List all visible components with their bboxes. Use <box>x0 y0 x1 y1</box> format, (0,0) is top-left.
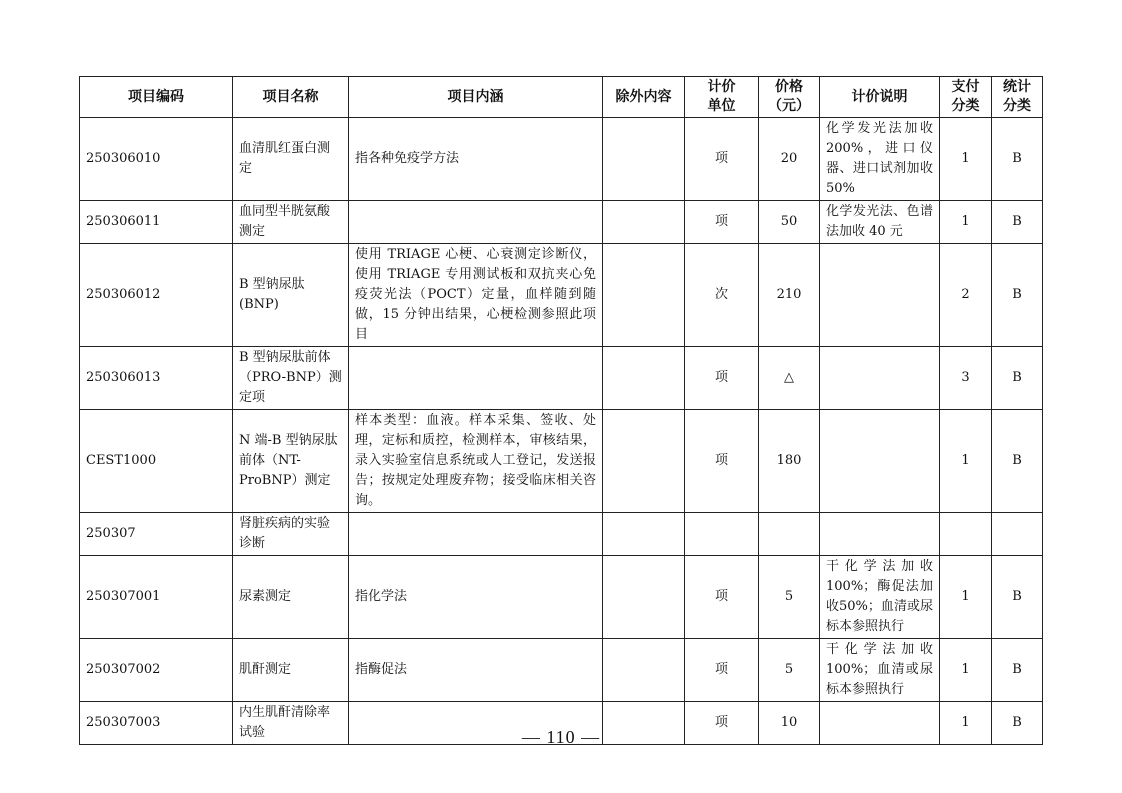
cell-code: 250306010 <box>80 118 233 201</box>
cell-exclusion <box>603 556 685 639</box>
header-code: 项目编码 <box>80 77 233 118</box>
cell-note <box>820 347 940 410</box>
cell-stat: B <box>992 118 1043 201</box>
header-price: 价格 （元） <box>759 77 820 118</box>
cell-pay: 1 <box>940 410 992 513</box>
cell-pay: 1 <box>940 201 992 244</box>
table-row <box>80 513 1043 556</box>
cell-note: 化学发光法、色谱法加收 40 元 <box>820 201 940 244</box>
page-number: — 110 — <box>521 727 601 747</box>
cell-price: 180 <box>759 410 820 513</box>
cell-exclusion <box>603 118 685 201</box>
table-row <box>80 244 1043 347</box>
cell-pay <box>940 513 992 556</box>
cell-unit: 次 <box>685 244 759 347</box>
cell-stat: B <box>992 244 1043 347</box>
cell-name: 肾脏疾病的实验诊断 <box>233 513 349 556</box>
cell-price: 210 <box>759 244 820 347</box>
cell-code: 250307003 <box>80 702 233 745</box>
cell-price <box>759 513 820 556</box>
cell-stat: B <box>992 556 1043 639</box>
cell-code: 250306011 <box>80 201 233 244</box>
cell-content: 指各种免疫学方法 <box>349 118 603 201</box>
cell-pay: 1 <box>940 118 992 201</box>
table-row <box>80 347 1043 410</box>
table-row <box>80 118 1043 201</box>
cell-name: 血清肌红蛋白测定 <box>233 118 349 201</box>
cell-note: 化学发光法加收200%，进口仪器、进口试剂加收50% <box>820 118 940 201</box>
cell-content: 样本类型：血液。样本采集、签收、处理，定标和质控，检测样本，审核结果，录入实验室信息系统或人工登记，发送报告；按规定处理废弃物；接受临床相关咨询。 <box>349 410 603 513</box>
header-name: 项目名称 <box>233 77 349 118</box>
cell-pay: 3 <box>940 347 992 410</box>
cell-price: 20 <box>759 118 820 201</box>
table-row <box>80 201 1043 244</box>
cell-name: B 型钠尿肽(BNP) <box>233 244 349 347</box>
cell-pay: 1 <box>940 556 992 639</box>
cell-code: CEST1000 <box>80 410 233 513</box>
cell-name: 尿素测定 <box>233 556 349 639</box>
cell-code: 250307 <box>80 513 233 556</box>
cell-exclusion <box>603 513 685 556</box>
cell-note <box>820 410 940 513</box>
cell-stat: B <box>992 347 1043 410</box>
cell-content <box>349 201 603 244</box>
cell-exclusion <box>603 201 685 244</box>
header-unit: 计价 单位 <box>685 77 759 118</box>
cell-stat: B <box>992 639 1043 702</box>
cell-stat <box>992 513 1043 556</box>
cell-unit: 项 <box>685 118 759 201</box>
cell-exclusion <box>603 410 685 513</box>
cell-name: 内生肌酐清除率试验 <box>233 702 349 745</box>
cell-price: △ <box>759 347 820 410</box>
cell-code: 250307002 <box>80 639 233 702</box>
cell-name: N 端-B 型钠尿肽前体（NT-ProBNP）测定 <box>233 410 349 513</box>
table-row <box>80 639 1043 702</box>
cell-pay: 1 <box>940 639 992 702</box>
cell-stat: B <box>992 702 1043 745</box>
cell-price: 5 <box>759 639 820 702</box>
table-row <box>80 410 1043 513</box>
cell-content: 使用 TRIAGE 心梗、心衰测定诊断仪，使用 TRIAGE 专用测试板和双抗夹心免疫荧光法（POCT）定量，血样随到随做，15 分钟出结果，心梗检测参照此项目 <box>349 244 603 347</box>
cell-price: 50 <box>759 201 820 244</box>
cell-content: 指化学法 <box>349 556 603 639</box>
table-row <box>80 556 1043 639</box>
cell-unit: 项 <box>685 639 759 702</box>
cell-name: 肌酐测定 <box>233 639 349 702</box>
header-pay: 支付 分类 <box>940 77 992 118</box>
cell-exclusion <box>603 347 685 410</box>
cell-code: 250306012 <box>80 244 233 347</box>
price-table <box>79 76 1043 745</box>
cell-unit: 项 <box>685 410 759 513</box>
cell-exclusion <box>603 244 685 347</box>
cell-pay: 2 <box>940 244 992 347</box>
cell-unit: 项 <box>685 347 759 410</box>
cell-pay: 1 <box>940 702 992 745</box>
header-exclusion: 除外内容 <box>603 77 685 118</box>
cell-unit <box>685 513 759 556</box>
cell-content: 指酶促法 <box>349 639 603 702</box>
header-row <box>80 77 1043 118</box>
cell-stat: B <box>992 201 1043 244</box>
header-note: 计价说明 <box>820 77 940 118</box>
cell-note <box>820 513 940 556</box>
cell-name: 血同型半胱氨酸测定 <box>233 201 349 244</box>
cell-code: 250306013 <box>80 347 233 410</box>
header-content: 项目内涵 <box>349 77 603 118</box>
cell-content <box>349 513 603 556</box>
cell-note: 干化学法加收100%；血清或尿标本参照执行 <box>820 639 940 702</box>
cell-exclusion <box>603 639 685 702</box>
cell-note: 干化学法加收100%；酶促法加收50%；血清或尿标本参照执行 <box>820 556 940 639</box>
cell-unit: 项 <box>685 556 759 639</box>
cell-content <box>349 347 603 410</box>
header-stat: 统计 分类 <box>992 77 1043 118</box>
cell-stat: B <box>992 410 1043 513</box>
cell-unit: 项 <box>685 702 759 745</box>
cell-name: B 型钠尿肽前体（PRO-BNP）测定项 <box>233 347 349 410</box>
cell-code: 250307001 <box>80 556 233 639</box>
cell-note <box>820 244 940 347</box>
cell-price: 5 <box>759 556 820 639</box>
cell-unit: 项 <box>685 201 759 244</box>
cell-price: 10 <box>759 702 820 745</box>
